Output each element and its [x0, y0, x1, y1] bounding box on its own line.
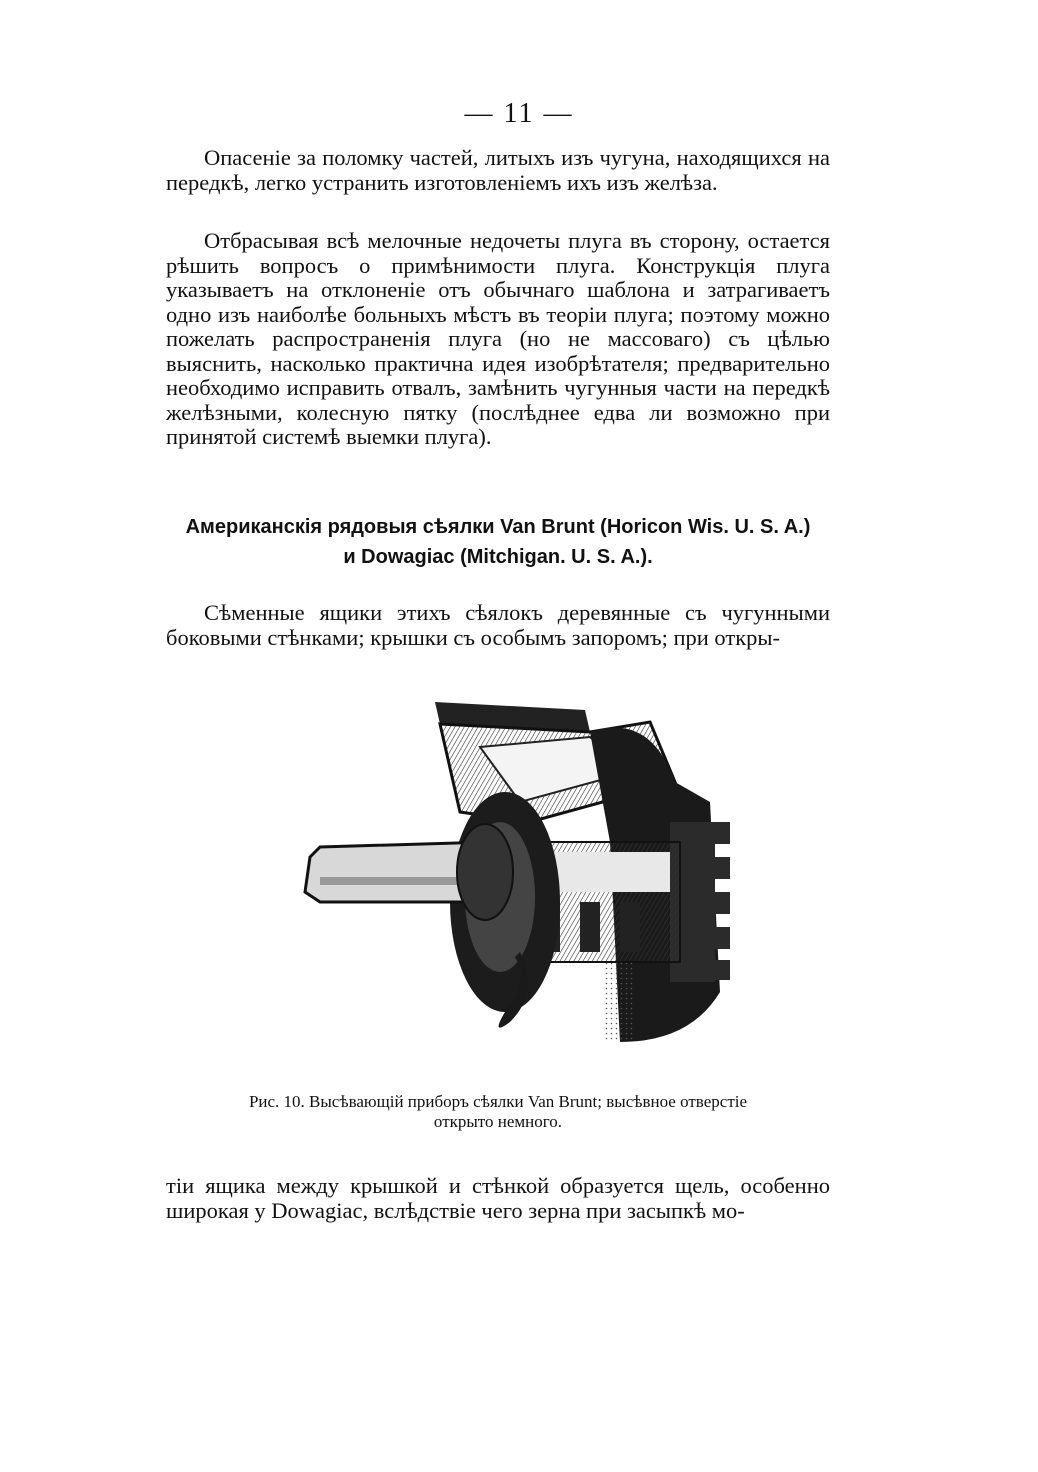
- section-heading-line-2: и Dowagiac (Mitchigan. U. S. A.).: [343, 546, 653, 568]
- paragraph-4: тіи ящика между крышкой и стѣнкой образуется щель, особенно широкая у Dowagiac, вслѣдствіе чего зерна при засыпкѣ мо-: [166, 1173, 830, 1223]
- paragraph-3: Сѣменные ящики этихъ сѣялокъ деревянные съ чугунными боковыми стѣнками; крышки съ особымъ запоромъ; при откры-: [166, 600, 830, 650]
- figure-caption: [166, 1092, 830, 1132]
- hub-nut: [457, 824, 513, 920]
- figure-caption-line-2: открыто немного.: [433, 1112, 563, 1131]
- paragraph-2: Отбрасывая всѣ мелочные недочеты плуга въ сторону, остается рѣшить вопросъ о примѣнимости плуга. Конструкція плуга указываетъ на отклоненіе отъ обычнаго шаблона и затрагиваетъ одно изъ наиболѣе больныхъ мѣстъ въ теоріи плуга; поэтому можно пожелать распространенія плуга (но не массоваго) съ цѣлью выяснить, насколько практична идея изобрѣтателя; предварительно необходимо исправить отвалъ, замѣнить чугунныя части на передкѣ желѣзными, колесную пятку (послѣднее едва ли возможно при принятой системѣ выемки плуга).: [166, 228, 830, 449]
- section-heading-line-1: Американскія рядовыя сѣялки Van Brunt (Horicon Wis. U. S. A.): [185, 516, 811, 538]
- figure-seed-drill-mechanism: [290, 692, 760, 1062]
- figure-caption-line-1: Рис. 10. Высѣвающій приборъ сѣялки Van Brunt; высѣвное отверстіе: [248, 1092, 748, 1111]
- paragraph-1: Опасеніе за поломку частей, литыхъ изъ чугуна, находящихся на передкѣ, легко устранить изготовленіемъ ихъ изъ желѣза.: [166, 145, 830, 195]
- page-number: — 11 —: [464, 98, 574, 129]
- section-heading: [166, 512, 830, 572]
- seed-stream: [605, 962, 635, 1042]
- seed-drill-illustration: [290, 692, 760, 1062]
